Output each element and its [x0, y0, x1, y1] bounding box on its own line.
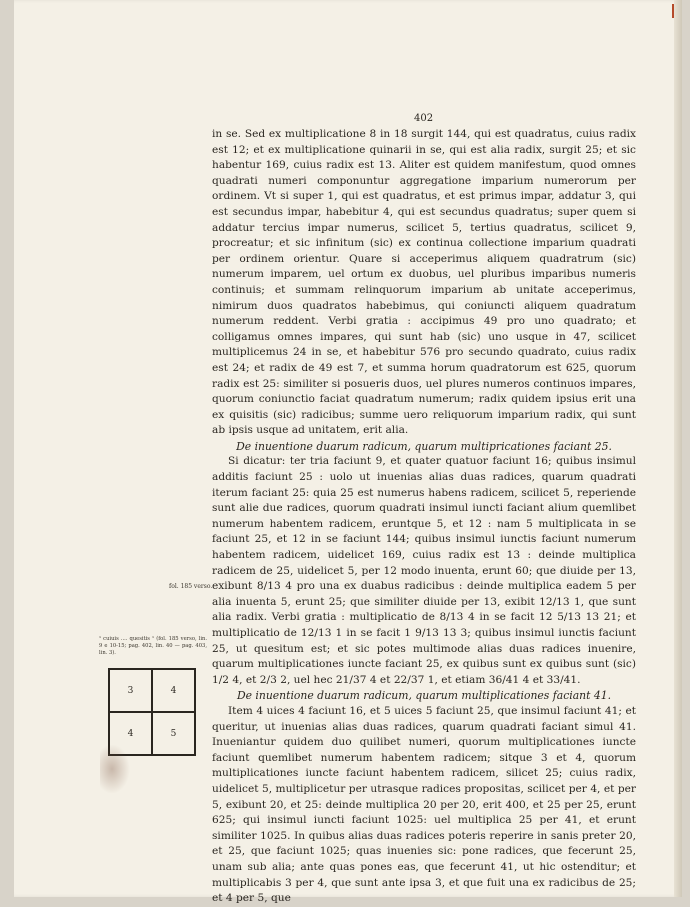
section-heading: De inuentione duarum radicum, quarum multiplicationes faciant 41.	[236, 689, 612, 703]
grid-cell: 5	[152, 712, 195, 755]
grid-cell: 4	[152, 669, 195, 712]
square-diagram	[108, 668, 196, 756]
folio-note: fol. 185 verso.	[169, 583, 213, 590]
paper-stain	[100, 744, 130, 794]
footnote: ¹ cuiuis .... quesitis ¹ (fol. 185 verso, lin. 9 e 10-15; pag. 402, lin. 40 — pag. 403, lin. 3).	[99, 636, 207, 656]
paragraph: in se. Sed ex multiplicatione 8 in 18 surgit 144, qui est quadratus, cuius radix est 12; et ex multiplicatione quinarii in se, qui est alia radix, surgit 25; et sic habentur 169, cuius radix est 13. Aliter est quidem manifestum, quod omnes quadrati numeri componuntur aggregatione imparium numerorum per ordinem. Vt si super 1, qui est quadratus, et est primus impar, addatur 3, qui est secundus impar, habebitur 4, qui est secundus quadratus; super quem si addatur tercius impar numerus, scilicet 5, tertius quadratus, scilicet 9, procreatur; et sic infinitum (sic) ex continua collectione imparium quadrati per ordinem orientur. Quare si acceperimus aliquem quadratrum (sic) numerum imparem, uel ortum ex duobus, uel pluribus imparibus numeris continuis; et summam relinquorum imparium ab unitate acceperimus, nimirum duos quadratos habebimus, qui coniuncti aliquem quadratum numerum reddent. Verbi gratia : accipimus 49 pro uno quadrato; et colligamus omnes impares, qui sunt hab (sic) uno usque in 47, scilicet multiplicemus 24 in se, et habebitur 576 pro secundo quadrato, cuius radix est 24; et radix de 49 est 7, et summa horum quadratorum est 625, quorum radix est 25: similiter si posueris duos, uel plures numeros continuos impares, quorum coniunctio faciat quadratum numerum; radix quidem ipsius erit una ex quisitis (sic) radicibus; summe uero reliquorum imparium radix, qui sunt ab ipsis usque ad unitatem, erit alia.	[212, 128, 636, 437]
section-heading: De inuentione duarum radicum, quarum multipricationes faciant 25.	[236, 439, 612, 453]
book-page	[14, 0, 682, 905]
grid-cell: 4	[109, 712, 152, 755]
paragraph: Si dicatur: ter tria faciunt 9, et quater quatuor faciunt 16; quibus insimul additis faciunt 25 : uolo ut inuenias alias duas radices, quarum quadrati iterum faciant 25: quia 25 est numerus habens radicem, scilicet 5, reperiende sunt alie due radices, quorum quadrati insimul iuncti faciant alium quemlibet numerum habentem radicem, eruntque 5, et 12 : nam 5 multiplicata in se faciunt 25, et 12 in se faciunt 144; quibus insimul iunctis faciunt numerum habentem radicem, uidelicet 169, cuius radix est 13 : deinde multiplica radicem de 25, uidelicet 5, per 12 modo inuenta, erunt 60; que diuide per 13, exibunt 8/13 4 pro una ex duabus radicibus : deinde multiplica eadem 5 per alia inuenta 5, erunt 25; que similiter diuide per 13, exibit 12/13 1, que sunt alia radix. Verbi gratia : multiplicatio de 8/13 4 in se facit 12 5/13 13 21; et multiplicatio de 12/13 1 in se facit 1 9/13 13 3; quibus insimul iunctis faciunt 25, ut quesitum est; et sic potes multimode alias duas radices inuenire, quarum multiplicationes iuncte faciant 25, ex quibus sunt ex quibus sunt (sic) 1/2 4, et 2/3 2, uel hec 21/37 4 et 22/37 1, et etiam 36/41 4 et 33/41.	[212, 455, 636, 686]
page-number: 402	[414, 113, 434, 124]
main-text	[212, 127, 636, 907]
grid-cell: 3	[109, 669, 152, 712]
page-edge	[674, 0, 682, 897]
paragraph: Item 4 uices 4 faciunt 16, et 5 uices 5 faciunt 25, que insimul faciunt 41; et queritur, ut inuenias alias duas radices, quarum quadrati faciant simul 41. Inueniantur quidem duo quilibet numeri, quorum multiplicationes iuncte faciunt quemlibet numerum habentem radicem; sitque 3 et 4, quorum multiplicationes iuncte faciunt habentem radicem, silicet 25; cuius radix, uidelicet 5, multiplicetur per utrasque radices propositas, scilicet per 4, et per 5, exibunt 20, et 25: deinde multiplica 20 per 20, erit 400, et 25 per 25, erunt 625; qui insimul iuncti faciunt 1025: uel multiplica 25 per 41, et erunt similiter 1025. In quibus alias duas radices poteris reperire in sanis preter 20, et 25, que faciunt 1025; quas inuenies sic: pone radices, que fecerunt 25, unam sub alia; ante quas pones eas, que fecerunt 41, ut hic ostenditur; et multiplicabis 3 per 4, que sunt ante ipsa 3, et que fuit una ex radicibus de 25; et 4 per 5, que	[212, 704, 636, 905]
